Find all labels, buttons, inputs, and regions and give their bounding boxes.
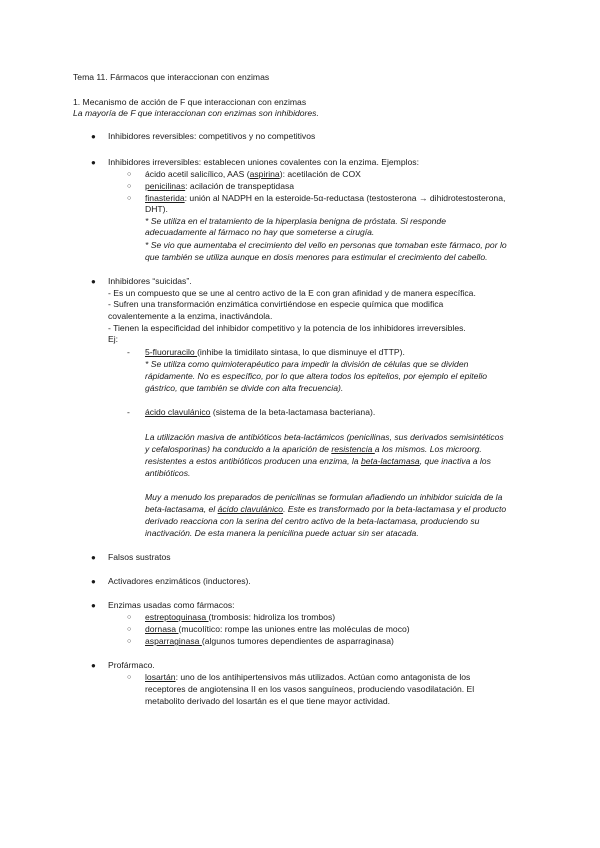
- sub-item-losartan: losartán: uno de los antihipertensivos más utilizados. Actúan como antagonista de los: [145, 672, 471, 682]
- sub-item-estreptoquinasa: estreptoquinasa (trombosis: hidroliza los trombos): [145, 612, 336, 622]
- ejemplos-label: Ej:: [108, 334, 119, 344]
- sub-item-finasterida-cont: DHT).: [145, 204, 168, 214]
- suicidas-line: - Sufren una transformación enzimática convirtiéndose en especie química que modifica: [108, 299, 444, 309]
- bullet-icon: ●: [91, 661, 96, 670]
- circle-bullet-icon: ○: [127, 626, 132, 633]
- item-falsos-sustratos: Falsos sustratos: [108, 552, 171, 562]
- bullet-icon: ●: [91, 158, 96, 167]
- sub-item-penicilinas: penicilinas: acilación de transpeptidasa: [145, 181, 295, 191]
- circle-bullet-icon: ○: [127, 614, 132, 621]
- paragraph-clavulanico: Muy a menudo los preparados de penicilinas se formulan añadiendo un inhibidor suicida de la: [145, 492, 503, 502]
- item-profarmaco: Profármaco.: [108, 660, 155, 670]
- suicidas-line: - Tienen la especificidad del inhibidor competitivo y la potencia de los inhibidores irreversibles.: [108, 323, 466, 333]
- suicidas-line: - Es un compuesto que se une al centro activo de la E con gran afinidad y de manera específica.: [108, 288, 476, 298]
- paragraph-clavulanico-cont: inactivación. De esta manera la penicilina puede actuar sin ser atacada.: [145, 528, 419, 538]
- dash-bullet-icon: -: [127, 347, 130, 357]
- ejemplo-fluoruracilo: 5-fluoruracilo (inhibe la timidilato sintasa, lo que disminuye el dTTP).: [145, 347, 405, 357]
- note-fluoruracilo-cont: rápidamente. No es específico, por lo que altera todos los epitelios, por ejemplo el epitelio: [145, 371, 488, 381]
- section-subheading: La mayoría de F que interaccionan con enzimas son inhibidores.: [73, 108, 319, 118]
- paragraph-betalactamicos-cont: y cefalosporinas) ha conducido a la aparición de resistencia a los mismos. Los microorg.: [145, 444, 482, 454]
- sub-item-asparraginasa: asparraginasa (algunos tumores dependientes de asparraginasa): [145, 636, 394, 646]
- page-title: Tema 11. Fármacos que interaccionan con enzimas: [73, 72, 270, 82]
- paragraph-betalactamicos: La utilización masiva de antibióticos beta-lactámicos (penicilinas, sus derivados semisintéticos: [145, 432, 504, 442]
- item-activadores: Activadores enzimáticos (inductores).: [108, 576, 251, 586]
- circle-bullet-icon: ○: [127, 638, 132, 645]
- circle-bullet-icon: ○: [127, 674, 132, 681]
- bullet-icon: ●: [91, 577, 96, 586]
- ejemplo-clavulanico: ácido clavulánico (sistema de la beta-lactamasa bacteriana).: [145, 407, 376, 417]
- dash-bullet-icon: -: [127, 407, 130, 417]
- note-finasterida-2: * Se vio que aumentaba el crecimiento del vello en personas que tomaban este fármaco, por lo: [145, 240, 507, 250]
- sub-item-losartan-cont: receptores de angiotensina II en los vasos sanguíneos, produciendo vasodilatación. El: [145, 684, 475, 694]
- sub-item-finasterida: finasterida: unión al NADPH en la esteroide-5α-reductasa (testosterona → dihidrotestosterona,: [145, 193, 506, 203]
- sub-item-losartan-cont: metabolito derivado del losartán es el que tiene mayor actividad.: [145, 696, 391, 706]
- suicidas-line: covalentemente a la enzima, inactivándola.: [108, 311, 273, 321]
- circle-bullet-icon: ○: [127, 183, 132, 190]
- circle-bullet-icon: ○: [127, 171, 132, 178]
- note-finasterida-2-cont: que también se utiliza aunque en dosis menores para estimular el crecimiento del cabello.: [145, 252, 488, 262]
- bullet-icon: ●: [91, 132, 96, 141]
- paragraph-betalactamicos-cont: antibióticos.: [145, 468, 191, 478]
- circle-bullet-icon: ○: [127, 195, 132, 202]
- paragraph-clavulanico-cont: derivado reacciona con la serina del centro activo de la beta-lactamasa, produciendo su: [145, 516, 480, 526]
- item-suicidas: Inhibidores “suicidas”.: [108, 276, 192, 286]
- sub-item-aas: ácido acetil salicílico, AAS (aspirina): acetilación de COX: [145, 169, 361, 179]
- note-finasterida-1: * Se utiliza en el tratamiento de la hiperplasia benigna de próstata. Si responde: [145, 216, 446, 226]
- item-irreversibles: Inhibidores irreversibles: establecen uniones covalentes con la enzima. Ejemplos:: [108, 157, 419, 167]
- section-heading: 1. Mecanismo de acción de F que interaccionan con enzimas: [73, 97, 307, 107]
- item-enzimas: Enzimas usadas como fármacos:: [108, 600, 235, 610]
- paragraph-betalactamicos-cont: resistentes a estos antibióticos producen una enzima, la beta-lactamasa, que inactiva a los: [145, 456, 491, 466]
- sub-item-dornasa: dornasa (mucolítico: rompe las uniones entre las moléculas de moco): [145, 624, 410, 634]
- note-fluoruracilo-cont: gástrico, que también se divide con alta frecuencia).: [145, 383, 344, 393]
- note-finasterida-1-cont: adecuadamente al fármaco no hay que someterse a cirugía.: [145, 227, 375, 237]
- bullet-icon: ●: [91, 601, 96, 610]
- note-fluoruracilo: * Se utiliza como quimioterapéutico para impedir la división de células que se dividen: [145, 359, 469, 369]
- item-reversibles: Inhibidores reversibles: competitivos y no competitivos: [108, 131, 316, 141]
- paragraph-clavulanico-cont: beta-lactasama, el ácido clavulánico. Este es transformado por la beta-lactamasa y el producto: [145, 504, 507, 514]
- bullet-icon: ●: [91, 553, 96, 562]
- bullet-icon: ●: [91, 277, 96, 286]
